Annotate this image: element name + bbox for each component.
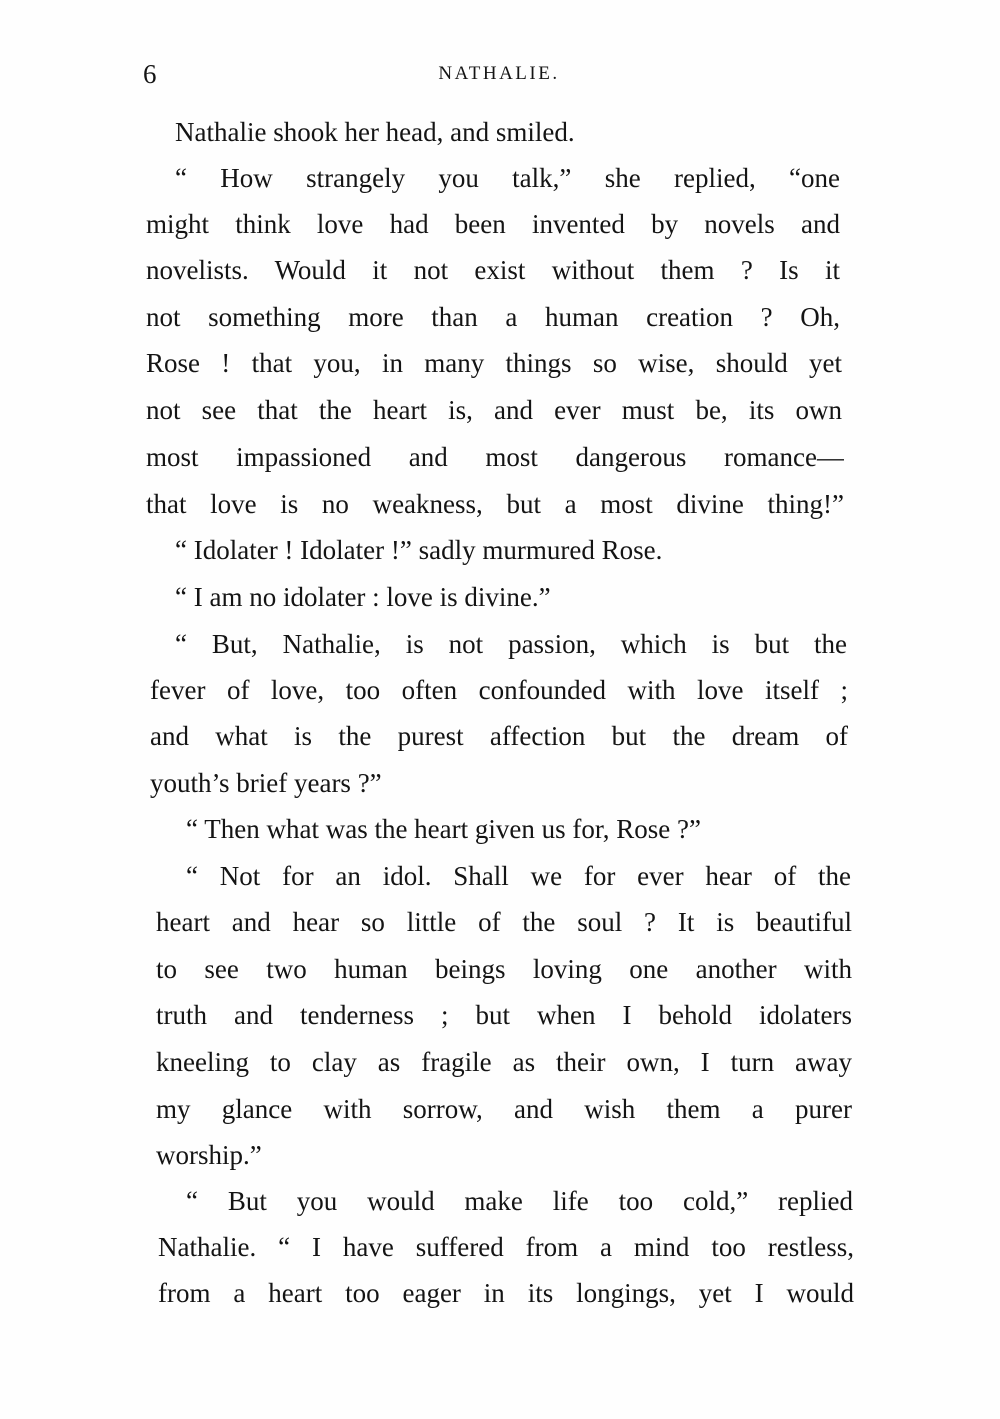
text-line: “ Idolater ! Idolater !” sadly murmured Rose. — [175, 535, 663, 565]
text-line: truth and tenderness ; but when I behold idolaters — [156, 1000, 852, 1030]
text-line: worship.” — [156, 1140, 262, 1170]
text-line: Nathalie. “ I have suffered from a mind too restless, — [158, 1232, 854, 1262]
text-line: “ Then what was the heart given us for, Rose ?” — [186, 814, 702, 844]
running-head — [143, 58, 855, 90]
text-line: not see that the heart is, and ever must be, its own — [146, 395, 842, 425]
text-line: fever of love, too often confounded with love itself ; — [150, 675, 848, 705]
text-line: youth’s brief years ?” — [150, 768, 382, 798]
text-line: and what is the purest affection but the dream of — [150, 721, 848, 751]
text-line: to see two human beings loving one another with — [156, 954, 852, 984]
running-title: NATHALIE. — [438, 63, 560, 84]
text-line: Rose ! that you, in many things so wise, should yet — [146, 348, 842, 378]
text-line: “ But, Nathalie, is not passion, which is but the — [175, 629, 847, 659]
text-line: “ How strangely you talk,” she replied, “one — [175, 163, 840, 193]
text-line: kneeling to clay as fragile as their own, I turn away — [156, 1047, 852, 1077]
text-line: from a heart too eager in its longings, yet I would — [158, 1278, 854, 1308]
text-line: “ I am no idolater : love is divine.” — [175, 582, 551, 612]
text-line: most impassioned and most dangerous romance— — [146, 442, 844, 472]
text-line: heart and hear so little of the soul ? It is beautiful — [156, 907, 852, 937]
text-line: “ But you would make life too cold,” replied — [186, 1186, 853, 1216]
text-line: my glance with sorrow, and wish them a purer — [156, 1094, 852, 1124]
text-line: “ Not for an idol. Shall we for ever hear of the — [186, 861, 851, 891]
text-line: novelists. Would it not exist without them ? Is it — [146, 255, 840, 285]
text-line: Nathalie shook her head, and smiled. — [175, 117, 575, 147]
text-line: not something more than a human creation ? Oh, — [146, 302, 840, 332]
page-number: 6 — [143, 59, 157, 89]
text-line: that love is no weakness, but a most divine thing!” — [146, 489, 844, 519]
text-line: might think love had been invented by novels and — [146, 209, 840, 239]
